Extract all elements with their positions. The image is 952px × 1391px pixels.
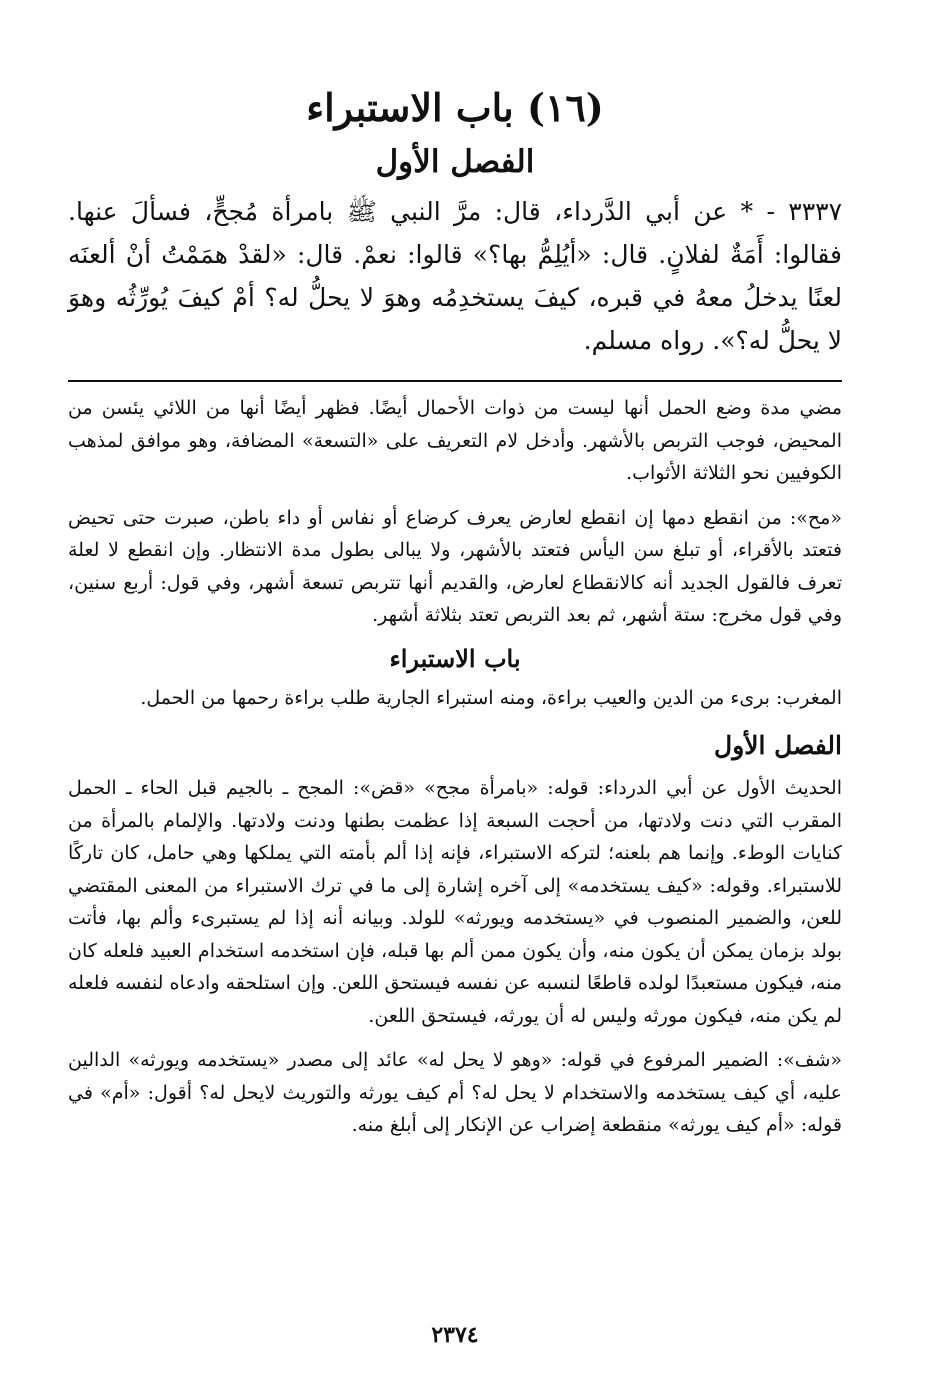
commentary-paragraph-4: الحديث الأول عن أبي الدرداء: قوله: «بامرأة مجح» «قض»: المجح ـ بالجيم قبل الحاء ـ الحمل المقرب التي دنت ولادتها، من أحجت السبعة إذا عظمت بطنها ودنت ولادتها. والإلمام بالمرأة من كنايات الوطء. وإنما هم بلعنه؛ لتركه الاستبراء، فإنه إذا ألم بأمته التي يملكها وهي حامل، كان تاركًا للاستبراء. وقوله: «كيف يستخدمه» إلى آخره إشارة إلى ما في ترك الاستبراء من المعنى المقتضي للعن، والضمير المنصوب في «يستخدمه ويورثه» للولد. وبيانه أنه إذا لم يستبرىء وألم بها، فأتت بولد بزمان يمكن أن يكون منه، وأن يكون ممن ألم بها قبله، فإن استخدمه استخدام العبيد فلعله كان منه، فيكون مستعبدًا لولده قاطعًا لنسبه عن نفسه فيستحق اللعن. وإن استلحقه وادعاه لنفسه فلعله لم يكن منه، فيكون مورثه وليس له أن يورثه، فيستحق اللعن.	[68, 777, 843, 1027]
commentary-section-title: الفصل الأول	[714, 731, 842, 760]
commentary-paragraph-5: «شف»: الضمير المرفوع في قوله: «وهو لا يحل له» عائد إلى مصدر «يستخدمه ويورثه» الدالين عليه، أي كيف يستخدمه والاستخدام لا يحل له؟ أم كيف يورثه والتوريث لايحل له؟ أقول: «أم» في قوله: «أم كيف يورثه» منقطعة إضراب عن الإنكار إلى أبلغ منه.	[68, 1049, 842, 1136]
page-number: ٢٣٧٤	[431, 1322, 479, 1348]
footnote-divider	[68, 380, 842, 382]
book-page	[68, 78, 842, 1368]
hadith-text: ٣٣٣٧ - * عن أبي الدَّرداء، قال: مرَّ النبي ﷺ بامرأة مُجحٍّ، فسألَ عنها. فقالوا: أَمَةٌ لفلانٍ. قال: «أيُلِمُّ بها؟» قالوا: نعمْ. قال: «لقدْ همَمْتُ أنْ ألعنَه لعنًا يدخلُ معهُ في قبره، كيفَ يستخدِمُه وهوَ لا يحلُّ له؟ أمْ كيفَ يُورِّثُه وهوَ لا يحلُّ له؟». رواه مسلم.	[68, 197, 842, 355]
commentary-paragraph-2: «مح»: من انقطع دمها إن انقطع لعارض يعرف كرضاع أو نفاس أو داء باطن، صبرت حتى تحيض فتعتد بالأقراء، أو تبلغ سن اليأس فتعتد بالأشهر، ولا يبالى بطول مدة الانتظار. وإن انقطع لا لعلة تعرف فالقول الجديد أنه كالانقطاع لعارض، والقديم أنها تتربص تسعة أشهر، وفي قول: أربع سنين، وفي قول مخرج: ستة أشهر، ثم بعد التربص تعتد بثلاثة أشهر.	[68, 506, 842, 626]
commentary-paragraph-1: مضي مدة وضع الحمل أنها ليست من ذوات الأحمال أيضًا. فظهر أيضًا أنها من اللائي يئسن من المحيض، فوجب التربص بالأشهر. وأدخل لام التعريف على «التسعة» المضافة، وهو موافق لمذهب الكوفيين نحو الثلاثة الأثواب.	[68, 397, 842, 484]
commentary-chapter-title: باب الاستبراء	[389, 643, 521, 673]
section-title: الفصل الأول	[375, 144, 535, 180]
chapter-title: (١٦) باب الاستبراء	[306, 85, 604, 130]
commentary-paragraph-3: المغرب: برىء من الدين والعيب براءة، ومنه استبراء الجارية طلب براءة رحمها من الحمل.	[140, 686, 842, 709]
